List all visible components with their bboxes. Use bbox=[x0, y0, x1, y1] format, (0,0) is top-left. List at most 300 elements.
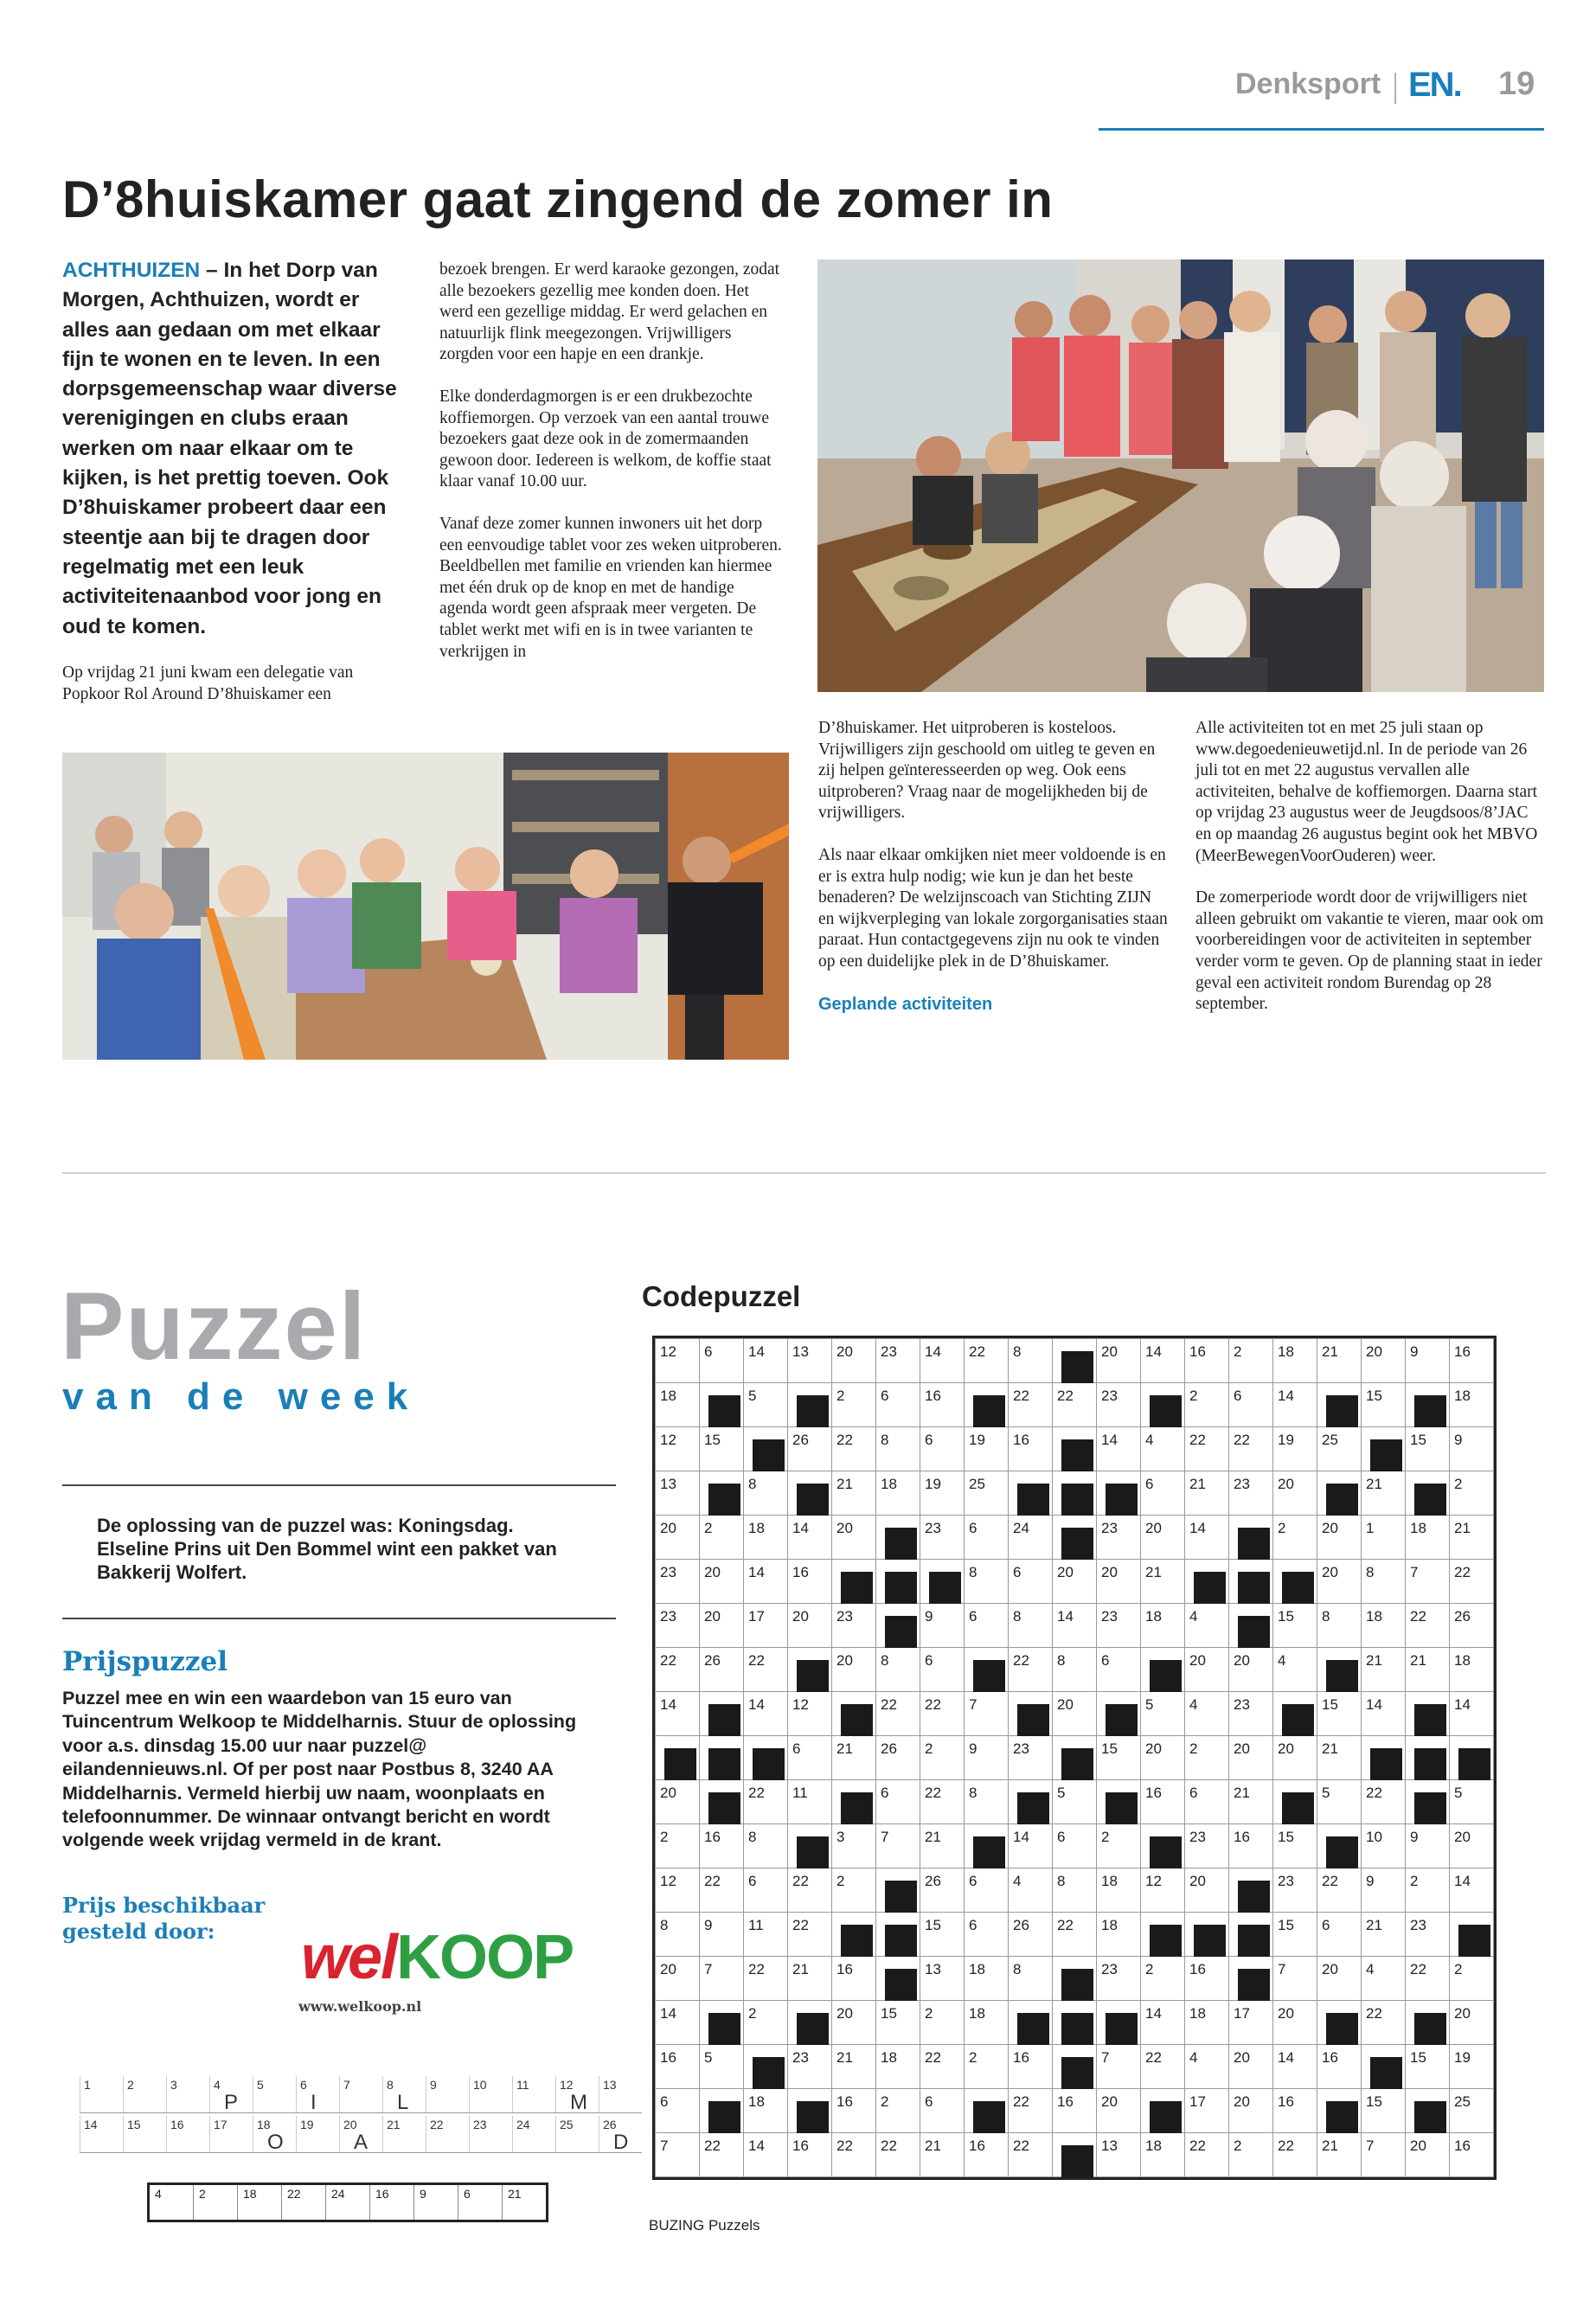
grid-cell[interactable] bbox=[700, 1516, 744, 1560]
grid-cell[interactable] bbox=[1273, 1339, 1317, 1383]
grid-cell[interactable] bbox=[1450, 2045, 1494, 2089]
grid-cell[interactable] bbox=[744, 1560, 788, 1604]
grid-cell[interactable] bbox=[1053, 1604, 1097, 1648]
grid-cell[interactable] bbox=[832, 1957, 876, 2001]
key-cell[interactable] bbox=[297, 2116, 340, 2153]
grid-cell[interactable] bbox=[1185, 1427, 1229, 1471]
grid-cell[interactable] bbox=[1009, 1383, 1053, 1427]
solution-cell[interactable]: 22 bbox=[282, 2184, 326, 2221]
grid-cell[interactable] bbox=[1009, 1516, 1053, 1560]
grid-cell[interactable] bbox=[876, 1427, 920, 1471]
grid-cell[interactable] bbox=[1009, 1560, 1053, 1604]
grid-cell[interactable] bbox=[788, 1339, 832, 1383]
grid-cell[interactable] bbox=[1450, 2089, 1494, 2133]
grid-cell[interactable] bbox=[832, 2045, 876, 2089]
grid-cell[interactable] bbox=[1273, 2089, 1317, 2133]
grid-cell[interactable] bbox=[920, 1913, 965, 1957]
grid-cell[interactable] bbox=[876, 2089, 920, 2133]
grid-cell[interactable] bbox=[1097, 1560, 1141, 1604]
grid-cell[interactable] bbox=[876, 2001, 920, 2045]
grid-cell[interactable] bbox=[1273, 1383, 1317, 1427]
key-cell[interactable] bbox=[210, 2116, 253, 2153]
grid-cell[interactable] bbox=[1362, 1471, 1406, 1516]
grid-cell[interactable] bbox=[1141, 1471, 1185, 1516]
grid-cell[interactable] bbox=[965, 1427, 1009, 1471]
grid-cell[interactable] bbox=[1406, 1427, 1450, 1471]
grid-cell[interactable] bbox=[965, 2133, 1009, 2177]
grid-cell[interactable] bbox=[965, 1736, 1009, 1780]
key-cell[interactable] bbox=[167, 2116, 210, 2153]
grid-cell[interactable] bbox=[920, 1736, 965, 1780]
grid-cell[interactable] bbox=[1450, 1957, 1494, 2001]
solution-cell[interactable]: 4 bbox=[149, 2184, 194, 2221]
grid-cell[interactable] bbox=[656, 2045, 700, 2089]
grid-cell[interactable] bbox=[1229, 1736, 1273, 1780]
grid-cell[interactable] bbox=[1406, 2045, 1450, 2089]
grid-cell[interactable] bbox=[1450, 1692, 1494, 1736]
grid-cell[interactable] bbox=[1406, 1913, 1450, 1957]
grid-cell[interactable] bbox=[744, 2001, 788, 2045]
grid-cell[interactable] bbox=[920, 1516, 965, 1560]
grid-cell[interactable] bbox=[1185, 1957, 1229, 2001]
grid-cell[interactable] bbox=[965, 1692, 1009, 1736]
grid-cell[interactable] bbox=[700, 1913, 744, 1957]
key-cell[interactable] bbox=[340, 2076, 383, 2113]
grid-cell[interactable] bbox=[832, 1339, 876, 1383]
grid-cell[interactable] bbox=[920, 1339, 965, 1383]
grid-cell[interactable] bbox=[1141, 1868, 1185, 1913]
grid-cell[interactable] bbox=[656, 1868, 700, 1913]
grid-cell[interactable] bbox=[832, 2089, 876, 2133]
grid-cell[interactable] bbox=[1229, 1824, 1273, 1868]
grid-cell[interactable] bbox=[876, 1339, 920, 1383]
grid-cell[interactable] bbox=[920, 1824, 965, 1868]
grid-cell[interactable] bbox=[1362, 1516, 1406, 1560]
grid-cell[interactable] bbox=[876, 2045, 920, 2089]
grid-cell[interactable] bbox=[1097, 1516, 1141, 1560]
grid-cell[interactable] bbox=[1009, 1868, 1053, 1913]
key-cell[interactable] bbox=[124, 2076, 167, 2113]
grid-cell[interactable] bbox=[1273, 1736, 1317, 1780]
key-cell[interactable] bbox=[297, 2076, 340, 2113]
grid-cell[interactable] bbox=[1097, 1339, 1141, 1383]
grid-cell[interactable] bbox=[1273, 1648, 1317, 1692]
grid-cell[interactable] bbox=[920, 1383, 965, 1427]
grid-cell[interactable] bbox=[832, 1383, 876, 1427]
grid-cell[interactable] bbox=[1185, 1516, 1229, 1560]
grid-cell[interactable] bbox=[1141, 1560, 1185, 1604]
grid-cell[interactable] bbox=[1009, 2133, 1053, 2177]
grid-cell[interactable] bbox=[656, 1780, 700, 1824]
grid-cell[interactable] bbox=[1273, 1516, 1317, 1560]
grid-cell[interactable] bbox=[876, 1736, 920, 1780]
grid-cell[interactable] bbox=[1406, 1868, 1450, 1913]
grid-cell[interactable] bbox=[832, 1516, 876, 1560]
grid-cell[interactable] bbox=[1097, 2045, 1141, 2089]
grid-cell[interactable] bbox=[1141, 1516, 1185, 1560]
grid-cell[interactable] bbox=[832, 1427, 876, 1471]
grid-cell[interactable] bbox=[920, 1471, 965, 1516]
grid-cell[interactable] bbox=[1141, 1780, 1185, 1824]
key-cell[interactable] bbox=[426, 2116, 470, 2153]
grid-cell[interactable] bbox=[965, 1780, 1009, 1824]
grid-cell[interactable] bbox=[1185, 1780, 1229, 1824]
grid-cell[interactable] bbox=[876, 1471, 920, 1516]
grid-cell[interactable] bbox=[1362, 1383, 1406, 1427]
grid-cell[interactable] bbox=[1185, 1736, 1229, 1780]
grid-cell[interactable] bbox=[656, 1339, 700, 1383]
grid-cell[interactable] bbox=[876, 1824, 920, 1868]
grid-cell[interactable] bbox=[1185, 1868, 1229, 1913]
grid-cell[interactable] bbox=[656, 2133, 700, 2177]
grid-cell[interactable] bbox=[744, 1383, 788, 1427]
grid-cell[interactable] bbox=[1185, 1471, 1229, 1516]
grid-cell[interactable] bbox=[832, 1648, 876, 1692]
key-cell[interactable] bbox=[513, 2076, 556, 2113]
grid-cell[interactable] bbox=[965, 1339, 1009, 1383]
grid-cell[interactable] bbox=[1362, 2089, 1406, 2133]
grid-cell[interactable] bbox=[1097, 2133, 1141, 2177]
grid-cell[interactable] bbox=[656, 1383, 700, 1427]
grid-cell[interactable] bbox=[656, 1604, 700, 1648]
grid-cell[interactable] bbox=[788, 1516, 832, 1560]
grid-cell[interactable] bbox=[1362, 1339, 1406, 1383]
grid-cell[interactable] bbox=[1317, 1427, 1362, 1471]
grid-cell[interactable] bbox=[744, 1913, 788, 1957]
grid-cell[interactable] bbox=[1362, 1560, 1406, 1604]
solution-cell[interactable]: 2 bbox=[194, 2184, 238, 2221]
grid-cell[interactable] bbox=[832, 2133, 876, 2177]
solution-cell[interactable]: 16 bbox=[370, 2184, 414, 2221]
grid-cell[interactable] bbox=[1362, 1824, 1406, 1868]
grid-cell[interactable] bbox=[1450, 1339, 1494, 1383]
grid-cell[interactable] bbox=[788, 2045, 832, 2089]
grid-cell[interactable] bbox=[1362, 1648, 1406, 1692]
grid-cell[interactable] bbox=[1406, 1824, 1450, 1868]
grid-cell[interactable] bbox=[1273, 1868, 1317, 1913]
grid-cell[interactable] bbox=[1097, 1868, 1141, 1913]
grid-cell[interactable] bbox=[1229, 2089, 1273, 2133]
grid-cell[interactable] bbox=[832, 1868, 876, 1913]
grid-cell[interactable] bbox=[1450, 1516, 1494, 1560]
grid-cell[interactable] bbox=[1362, 1780, 1406, 1824]
grid-cell[interactable] bbox=[1406, 1560, 1450, 1604]
grid-cell[interactable] bbox=[744, 2133, 788, 2177]
grid-cell[interactable] bbox=[1141, 1339, 1185, 1383]
solution-cell[interactable]: 9 bbox=[414, 2184, 458, 2221]
grid-cell[interactable] bbox=[1450, 2001, 1494, 2045]
grid-cell[interactable] bbox=[1009, 1427, 1053, 1471]
grid-cell[interactable] bbox=[656, 1516, 700, 1560]
key-cell[interactable] bbox=[599, 2076, 643, 2113]
grid-cell[interactable] bbox=[1317, 2133, 1362, 2177]
grid-cell[interactable] bbox=[656, 1427, 700, 1471]
grid-cell[interactable] bbox=[1185, 2001, 1229, 2045]
grid-cell[interactable] bbox=[965, 1913, 1009, 1957]
grid-cell[interactable] bbox=[965, 1560, 1009, 1604]
grid-cell[interactable] bbox=[832, 1824, 876, 1868]
grid-cell[interactable] bbox=[1141, 2001, 1185, 2045]
grid-cell[interactable] bbox=[1273, 2045, 1317, 2089]
grid-cell[interactable] bbox=[1009, 1736, 1053, 1780]
grid-cell[interactable] bbox=[965, 1957, 1009, 2001]
grid-cell[interactable] bbox=[700, 1648, 744, 1692]
grid-cell[interactable] bbox=[788, 1868, 832, 1913]
grid-cell[interactable] bbox=[876, 1648, 920, 1692]
grid-cell[interactable] bbox=[744, 1692, 788, 1736]
grid-cell[interactable] bbox=[1229, 1692, 1273, 1736]
grid-cell[interactable] bbox=[1450, 1868, 1494, 1913]
grid-cell[interactable] bbox=[1450, 1471, 1494, 1516]
grid-cell[interactable] bbox=[1185, 1339, 1229, 1383]
grid-cell[interactable] bbox=[1053, 2089, 1097, 2133]
grid-cell[interactable] bbox=[1053, 1824, 1097, 1868]
grid-cell[interactable] bbox=[744, 1471, 788, 1516]
grid-cell[interactable] bbox=[1185, 1824, 1229, 1868]
grid-cell[interactable] bbox=[1450, 1427, 1494, 1471]
grid-cell[interactable] bbox=[1053, 1868, 1097, 1913]
grid-cell[interactable] bbox=[744, 1516, 788, 1560]
grid-cell[interactable] bbox=[1317, 1868, 1362, 1913]
grid-cell[interactable] bbox=[656, 1692, 700, 1736]
grid-cell[interactable] bbox=[700, 1957, 744, 2001]
grid-cell[interactable] bbox=[1009, 1824, 1053, 1868]
grid-cell[interactable] bbox=[1053, 1383, 1097, 1427]
grid-cell[interactable] bbox=[700, 1824, 744, 1868]
grid-cell[interactable] bbox=[1273, 1957, 1317, 2001]
grid-cell[interactable] bbox=[744, 2089, 788, 2133]
grid-cell[interactable] bbox=[744, 1780, 788, 1824]
grid-cell[interactable] bbox=[1362, 2133, 1406, 2177]
grid-cell[interactable] bbox=[1317, 1957, 1362, 2001]
grid-cell[interactable] bbox=[1009, 1913, 1053, 1957]
grid-cell[interactable] bbox=[1317, 1692, 1362, 1736]
grid-cell[interactable] bbox=[656, 1471, 700, 1516]
grid-cell[interactable] bbox=[1450, 1824, 1494, 1868]
grid-cell[interactable] bbox=[920, 1780, 965, 1824]
grid-cell[interactable] bbox=[788, 1780, 832, 1824]
grid-cell[interactable] bbox=[1141, 1427, 1185, 1471]
grid-cell[interactable] bbox=[876, 2133, 920, 2177]
grid-cell[interactable] bbox=[965, 2045, 1009, 2089]
grid-cell[interactable] bbox=[1406, 2133, 1450, 2177]
grid-cell[interactable] bbox=[832, 1471, 876, 1516]
grid-cell[interactable] bbox=[1185, 2089, 1229, 2133]
grid-cell[interactable] bbox=[1450, 1780, 1494, 1824]
key-cell[interactable] bbox=[513, 2116, 556, 2153]
grid-cell[interactable] bbox=[700, 1560, 744, 1604]
grid-cell[interactable] bbox=[1009, 2045, 1053, 2089]
grid-cell[interactable] bbox=[744, 1339, 788, 1383]
key-cell[interactable] bbox=[253, 2076, 297, 2113]
grid-cell[interactable] bbox=[1317, 1604, 1362, 1648]
grid-cell[interactable] bbox=[920, 2001, 965, 2045]
grid-cell[interactable] bbox=[1317, 2045, 1362, 2089]
grid-cell[interactable] bbox=[920, 1692, 965, 1736]
grid-cell[interactable] bbox=[788, 2133, 832, 2177]
grid-cell[interactable] bbox=[876, 1383, 920, 1427]
grid-cell[interactable] bbox=[744, 1824, 788, 1868]
grid-cell[interactable] bbox=[876, 1780, 920, 1824]
key-cell[interactable] bbox=[383, 2116, 426, 2153]
grid-cell[interactable] bbox=[1317, 1516, 1362, 1560]
grid-cell[interactable] bbox=[1097, 1648, 1141, 1692]
grid-cell[interactable] bbox=[788, 1913, 832, 1957]
solution-cell[interactable]: 18 bbox=[238, 2184, 282, 2221]
grid-cell[interactable] bbox=[1229, 2001, 1273, 2045]
grid-cell[interactable] bbox=[1097, 1736, 1141, 1780]
grid-cell[interactable] bbox=[1229, 2045, 1273, 2089]
grid-cell[interactable] bbox=[1009, 1604, 1053, 1648]
grid-cell[interactable] bbox=[920, 1427, 965, 1471]
key-cell[interactable] bbox=[470, 2116, 513, 2153]
grid-cell[interactable] bbox=[1362, 2001, 1406, 2045]
grid-cell[interactable] bbox=[920, 1868, 965, 1913]
grid-cell[interactable] bbox=[1273, 2001, 1317, 2045]
grid-cell[interactable] bbox=[1317, 1780, 1362, 1824]
grid-cell[interactable] bbox=[656, 1824, 700, 1868]
grid-cell[interactable] bbox=[1185, 2045, 1229, 2089]
grid-cell[interactable] bbox=[1229, 1780, 1273, 1824]
grid-cell[interactable] bbox=[1097, 1604, 1141, 1648]
key-cell[interactable] bbox=[167, 2076, 210, 2113]
grid-cell[interactable] bbox=[1009, 1339, 1053, 1383]
grid-cell[interactable] bbox=[1097, 2089, 1141, 2133]
grid-cell[interactable] bbox=[1317, 1339, 1362, 1383]
grid-cell[interactable] bbox=[1406, 1604, 1450, 1648]
key-cell[interactable] bbox=[80, 2076, 124, 2113]
grid-cell[interactable] bbox=[1273, 2133, 1317, 2177]
grid-cell[interactable] bbox=[832, 1604, 876, 1648]
solution-cell[interactable]: 24 bbox=[326, 2184, 370, 2221]
grid-cell[interactable] bbox=[920, 2133, 965, 2177]
grid-cell[interactable] bbox=[1141, 1957, 1185, 2001]
grid-cell[interactable] bbox=[1141, 1736, 1185, 1780]
grid-cell[interactable] bbox=[1141, 2133, 1185, 2177]
key-cell[interactable] bbox=[80, 2116, 124, 2153]
grid-cell[interactable] bbox=[920, 1957, 965, 2001]
grid-cell[interactable] bbox=[1185, 2133, 1229, 2177]
grid-cell[interactable] bbox=[1053, 1780, 1097, 1824]
grid-cell[interactable] bbox=[1053, 1692, 1097, 1736]
grid-cell[interactable] bbox=[1185, 1692, 1229, 1736]
grid-cell[interactable] bbox=[656, 1913, 700, 1957]
grid-cell[interactable] bbox=[1229, 1339, 1273, 1383]
grid-cell[interactable] bbox=[1229, 1427, 1273, 1471]
grid-cell[interactable] bbox=[832, 2001, 876, 2045]
grid-cell[interactable] bbox=[1141, 2045, 1185, 2089]
grid-cell[interactable] bbox=[1317, 1560, 1362, 1604]
grid-cell[interactable] bbox=[1406, 1516, 1450, 1560]
key-cell[interactable] bbox=[383, 2076, 426, 2113]
grid-cell[interactable] bbox=[1097, 1913, 1141, 1957]
grid-cell[interactable] bbox=[1141, 1692, 1185, 1736]
grid-cell[interactable] bbox=[1053, 1560, 1097, 1604]
grid-cell[interactable] bbox=[1097, 1383, 1141, 1427]
grid-cell[interactable] bbox=[1273, 1913, 1317, 1957]
key-cell[interactable] bbox=[470, 2076, 513, 2113]
grid-cell[interactable] bbox=[788, 1736, 832, 1780]
grid-cell[interactable] bbox=[700, 1427, 744, 1471]
key-cell[interactable] bbox=[253, 2116, 297, 2153]
grid-cell[interactable] bbox=[1450, 2133, 1494, 2177]
grid-cell[interactable] bbox=[744, 1868, 788, 1913]
grid-cell[interactable] bbox=[1273, 1427, 1317, 1471]
solution-cell[interactable]: 21 bbox=[503, 2184, 548, 2221]
grid-cell[interactable] bbox=[1362, 1692, 1406, 1736]
grid-cell[interactable] bbox=[1317, 1736, 1362, 1780]
grid-cell[interactable] bbox=[965, 1471, 1009, 1516]
grid-cell[interactable] bbox=[1229, 1648, 1273, 1692]
grid-cell[interactable] bbox=[1185, 1648, 1229, 1692]
grid-cell[interactable] bbox=[1229, 1383, 1273, 1427]
grid-cell[interactable] bbox=[1097, 1957, 1141, 2001]
grid-cell[interactable] bbox=[920, 2045, 965, 2089]
grid-cell[interactable] bbox=[700, 1604, 744, 1648]
grid-cell[interactable] bbox=[656, 1560, 700, 1604]
grid-cell[interactable] bbox=[744, 1604, 788, 1648]
key-cell[interactable] bbox=[340, 2116, 383, 2153]
grid-cell[interactable] bbox=[965, 2001, 1009, 2045]
grid-cell[interactable] bbox=[700, 2133, 744, 2177]
grid-cell[interactable] bbox=[1362, 1868, 1406, 1913]
grid-cell[interactable] bbox=[920, 1604, 965, 1648]
grid-cell[interactable] bbox=[1406, 1648, 1450, 1692]
grid-cell[interactable] bbox=[920, 1648, 965, 1692]
grid-cell[interactable] bbox=[1141, 1604, 1185, 1648]
grid-cell[interactable] bbox=[965, 1604, 1009, 1648]
solution-cell[interactable]: 6 bbox=[458, 2184, 503, 2221]
grid-cell[interactable] bbox=[656, 1648, 700, 1692]
grid-cell[interactable] bbox=[700, 2045, 744, 2089]
grid-cell[interactable] bbox=[744, 1648, 788, 1692]
grid-cell[interactable] bbox=[1097, 1824, 1141, 1868]
grid-cell[interactable] bbox=[1009, 2089, 1053, 2133]
grid-cell[interactable] bbox=[1053, 1648, 1097, 1692]
key-cell[interactable] bbox=[599, 2116, 643, 2153]
grid-cell[interactable] bbox=[1406, 1339, 1450, 1383]
grid-cell[interactable] bbox=[656, 2001, 700, 2045]
key-cell[interactable] bbox=[124, 2116, 167, 2153]
grid-cell[interactable] bbox=[700, 1339, 744, 1383]
key-cell[interactable] bbox=[556, 2076, 599, 2113]
grid-cell[interactable] bbox=[656, 2089, 700, 2133]
key-cell[interactable] bbox=[210, 2076, 253, 2113]
grid-cell[interactable] bbox=[965, 1516, 1009, 1560]
grid-cell[interactable] bbox=[788, 1957, 832, 2001]
grid-cell[interactable] bbox=[744, 1957, 788, 2001]
grid-cell[interactable] bbox=[965, 1868, 1009, 1913]
grid-cell[interactable] bbox=[1406, 1957, 1450, 2001]
grid-cell[interactable] bbox=[1450, 1560, 1494, 1604]
grid-cell[interactable] bbox=[1273, 1471, 1317, 1516]
grid-cell[interactable] bbox=[788, 1692, 832, 1736]
grid-cell[interactable] bbox=[1273, 1824, 1317, 1868]
grid-cell[interactable] bbox=[832, 1736, 876, 1780]
grid-cell[interactable] bbox=[1362, 1604, 1406, 1648]
grid-cell[interactable] bbox=[1450, 1648, 1494, 1692]
grid-cell[interactable] bbox=[788, 1604, 832, 1648]
grid-cell[interactable] bbox=[1185, 1604, 1229, 1648]
grid-cell[interactable] bbox=[1362, 1957, 1406, 2001]
grid-cell[interactable] bbox=[1450, 1383, 1494, 1427]
grid-cell[interactable] bbox=[1009, 1957, 1053, 2001]
grid-cell[interactable] bbox=[1009, 1648, 1053, 1692]
grid-cell[interactable] bbox=[656, 1957, 700, 2001]
grid-cell[interactable] bbox=[1053, 1913, 1097, 1957]
grid-cell[interactable] bbox=[1185, 1383, 1229, 1427]
grid-cell[interactable] bbox=[1273, 1604, 1317, 1648]
